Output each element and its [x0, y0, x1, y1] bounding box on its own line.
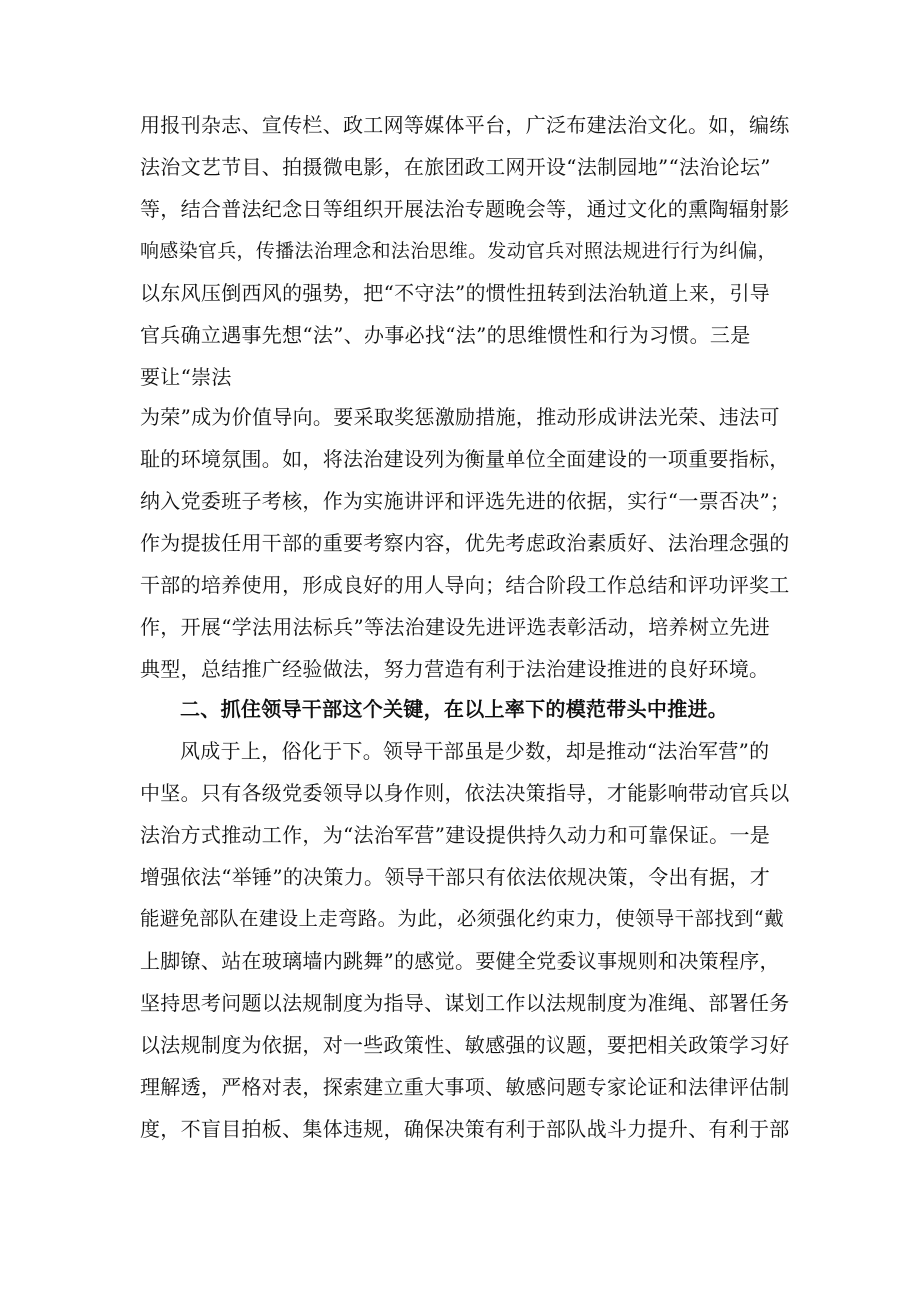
paragraph-line: 风成于上，俗化于下。领导干部虽是少数，却是推动“法治军营”的	[180, 739, 770, 763]
paragraph-line: 为荣”成为价值导向。要采取奖惩激励措施，推动形成讲法光荣、违法可	[140, 405, 780, 429]
paragraph-line: 要让“崇法	[140, 365, 232, 389]
paragraph-line: 中坚。只有各级党委领导以身作则，依法决策指导，才能影响带动官兵以	[140, 781, 790, 805]
paragraph-line: 等，结合普法纪念日等组织开展法治专题晚会等，通过文化的熏陶辐射影	[140, 197, 790, 221]
paragraph-line: 作，开展“学法用法标兵”等法治建设先进评选表彰活动，培养树立先进	[140, 615, 771, 639]
paragraph-line: 典型，总结推广经验做法，努力营造有利于法治建设推进的良好环境。	[140, 657, 770, 681]
paragraph-line: 坚持思考问题以法规制度为指导、谋划工作以法规制度为准绳、部署任务	[140, 991, 790, 1015]
paragraph-line: 干部的培养使用，形成良好的用人导向；结合阶段工作总结和评功评奖工	[140, 573, 790, 597]
paragraph-line: 增强依法“举锤”的决策力。领导干部只有依法依规决策，令出有据，才	[140, 865, 771, 889]
paragraph-line: 纳入党委班子考核，作为实施讲评和评选先进的依据，实行“一票否决”；	[140, 489, 791, 513]
paragraph-2	[140, 396, 790, 690]
section-heading: 二、抓住领导干部这个关键，在以上率下的模范带头中推进。	[180, 697, 729, 721]
paragraph-line: 官兵确立遇事先想“法”、办事必找“法”的思维惯性和行为习惯。三是	[140, 323, 751, 347]
paragraph-line: 理解透，严格对表，探索建立重大事项、敏感问题专家论证和法律评估制	[140, 1075, 790, 1099]
paragraph-line: 上脚镣、站在玻璃墙内跳舞”的感觉。要健全党委议事规则和决策程序，	[140, 949, 780, 973]
paragraph-line: 用报刊杂志、宣传栏、政工网等媒体平台，广泛布建法治文化。如，编练	[140, 113, 790, 137]
paragraph-line: 法治文艺节目、拍摄微电影，在旅团政工网开设“法制园地”“法治论坛”	[140, 155, 771, 179]
paragraph-line: 能避免部队在建设上走弯路。为此，必须强化约束力，使领导干部找到“戴	[140, 907, 784, 930]
section-two	[140, 688, 790, 1150]
paragraph-1	[140, 104, 790, 398]
paragraph-line: 法治方式推动工作，为“法治军营”建设提供持久动力和可靠保证。一是	[140, 823, 771, 847]
paragraph-line: 以东风压倒西风的强势，把“不守法”的惯性扭转到法治轨道上来，引导	[140, 281, 771, 305]
paragraph-line: 以法规制度为依据，对一些政策性、敏感强的议题，要把相关政策学习好	[140, 1033, 790, 1057]
paragraph-line: 耻的环境氛围。如，将法治建设列为衡量单位全面建设的一项重要指标，	[140, 447, 790, 471]
paragraph-line: 响感染官兵，传播法治理念和法治思维。发动官兵对照法规进行行为纠偏，	[140, 240, 777, 262]
paragraph-line: 度，不盲目拍板、集体违规，确保决策有利于部队战斗力提升、有利于部	[140, 1117, 790, 1141]
paragraph-line: 作为提拔任用干部的重要考察内容，优先考虑政治素质好、法治理念强的	[140, 531, 790, 555]
